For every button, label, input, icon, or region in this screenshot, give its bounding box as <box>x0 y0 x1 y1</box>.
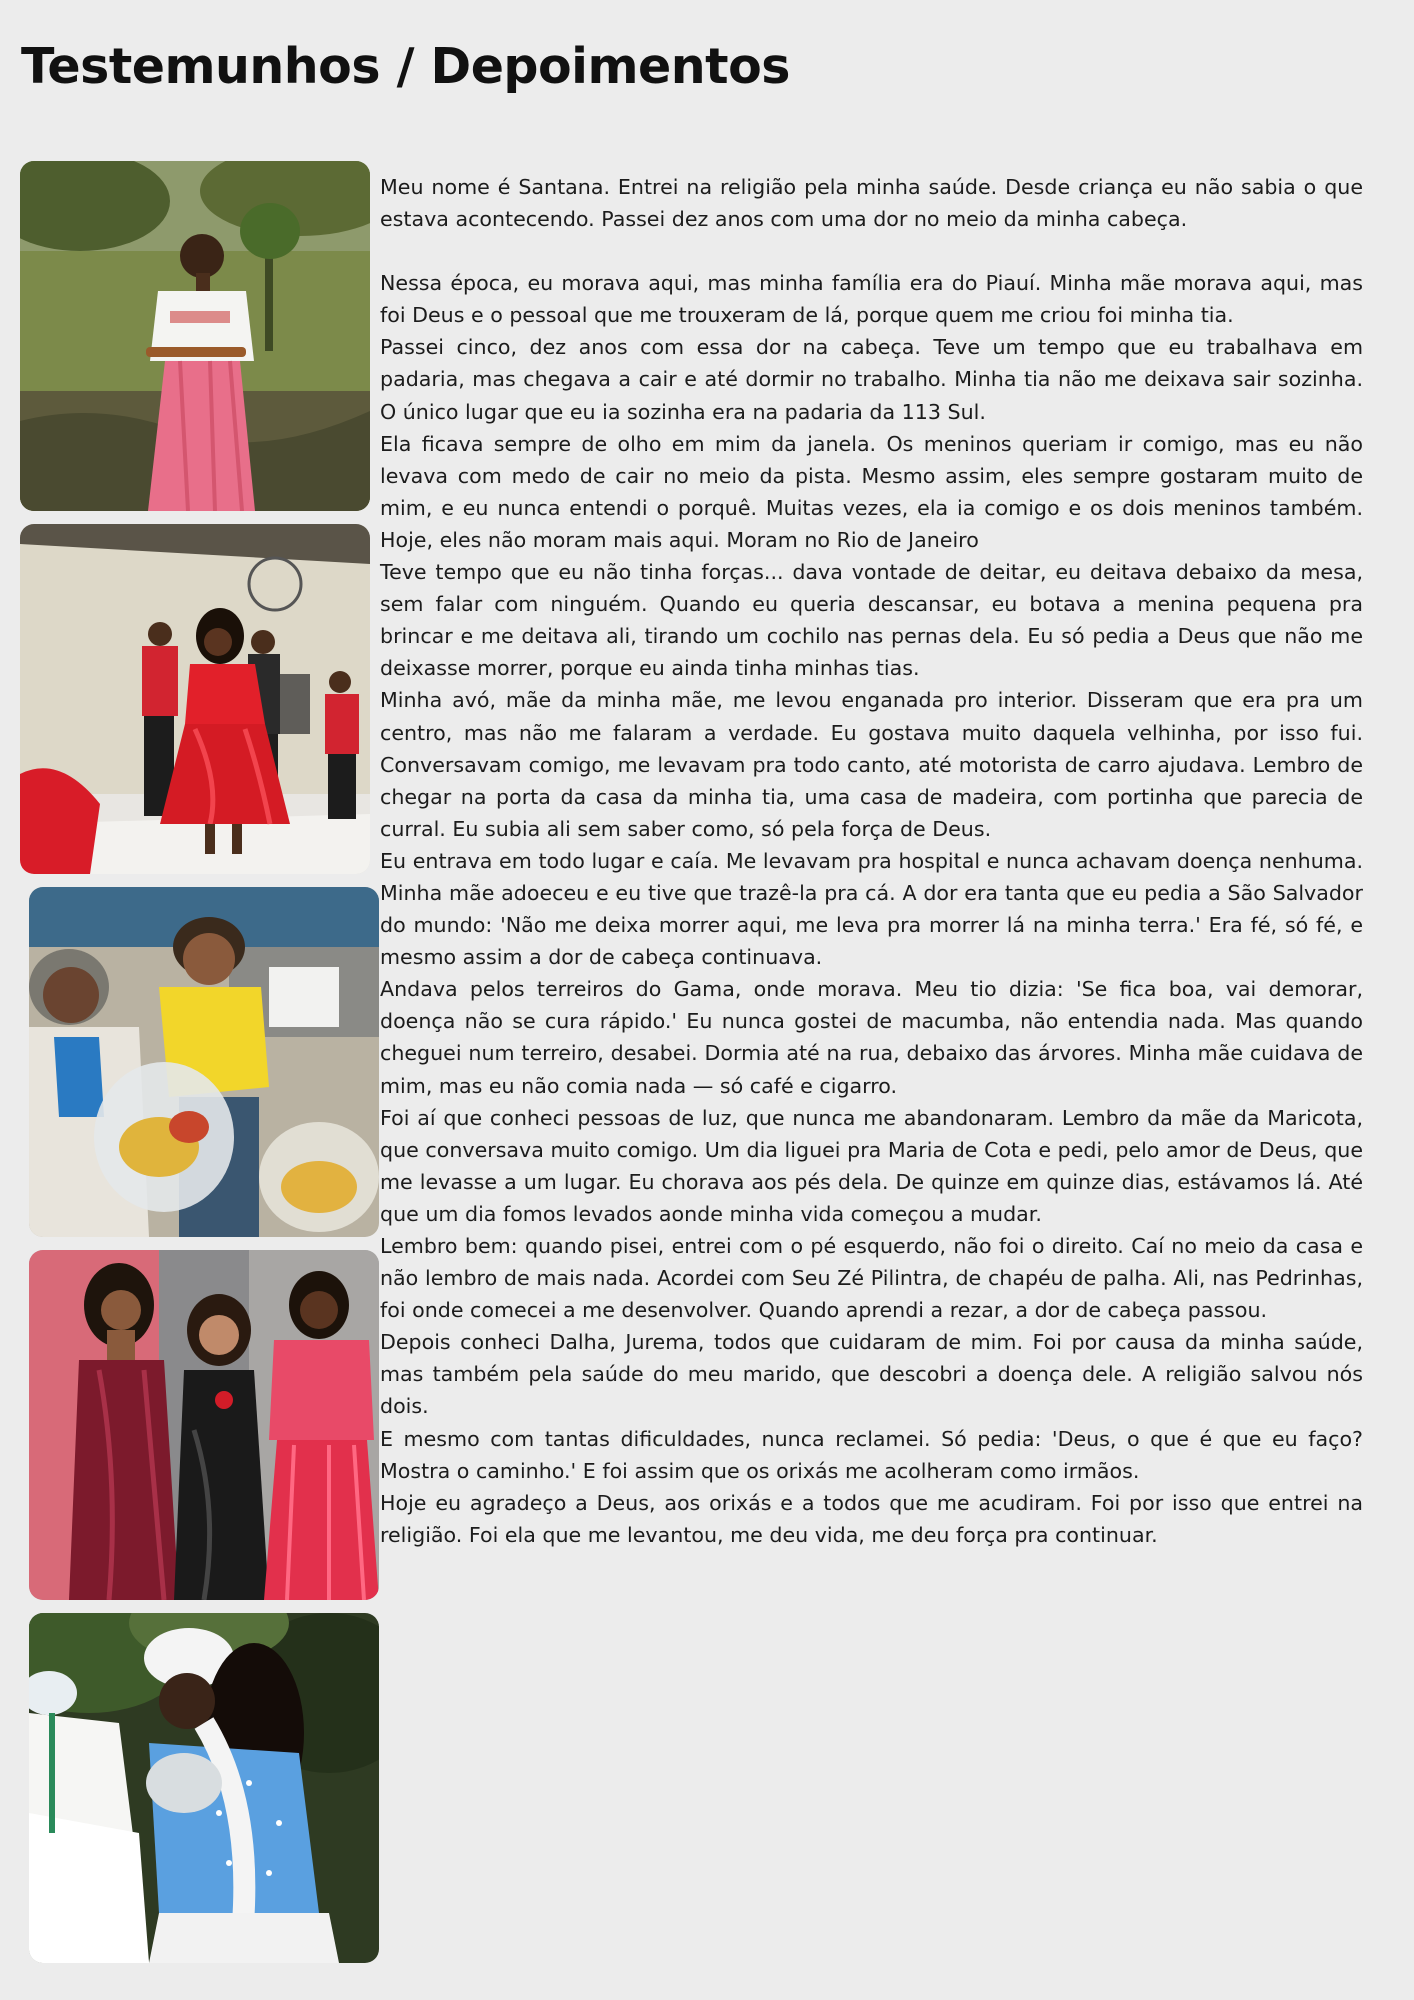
story-paragraph: Nessa época, eu morava aqui, mas minha família era do Piauí. Minha mãe morava aqui, mas foi Deus e o pessoal que me trouxeram de lá, porque quem me criou foi minha tia. <box>380 271 1363 328</box>
story-paragraph: Foi aí que conheci pessoas de luz, que nunca me abandonaram. Lembro da mãe da Maricota, que conversava muito comigo. Um dia liguei pra Maria de Cota e pedi, pelo amor de Deus, que me levasse a um lugar. Eu chorava aos pés dela. De quinze em quinze dias, estávamos lá. Até que um dia fomos levados aonde minha vida começou a mudar. <box>380 1105 1363 1226</box>
testimonial-text <box>380 171 1363 1551</box>
photo-women-white-headwraps-outdoors <box>29 1613 379 1963</box>
story-paragraph: Ela ficava sempre de olho em mim da janela. Os meninos queriam ir comigo, mas eu não levava com medo de cair no meio da pista. Mesmo assim, eles sempre gostaram muito de mim, e eu nunca entendi o porquê. Muitas vezes, ela ia comigo e os dois meninos também. Hoje, eles não moram mais aqui. Moram no Rio de Janeiro <box>380 431 1363 552</box>
photo-woman-red-dress-ceremony-hall <box>20 524 370 874</box>
story-paragraph: Teve tempo que eu não tinha forças... dava vontade de deitar, eu deitava debaixo da mesa, sem falar com ninguém. Quando eu queria descansar, eu botava a menina pequena pra brincar e me deitava ali, tirando um cochilo nas pernas dela. Eu só pedia a Deus que não me deixasse morrer, porque eu ainda tinha minhas tias. <box>380 560 1363 681</box>
page-title: Testemunhos / Depoimentos <box>21 38 790 95</box>
story-paragraph: Andava pelos terreiros do Gama, onde morava. Meu tio dizia: 'Se fica boa, vai demorar, doença não se cura rápido.' Eu nunca gostei de macumba, não entendia nada. Mas quando cheguei num terreiro, desabei. Dormia até na rua, debaixo das árvores. Minha mãe cuidava de mim, mas eu não comia nada — só café e cigarro. <box>380 977 1363 1098</box>
photo-two-women-food-bags <box>29 887 379 1237</box>
story-paragraph: Minha avó, mãe da minha mãe, me levou enganada pro interior. Disseram que era pra um centro, mas não me falaram a verdade. Eu gostava muito daquela velhinha, por isso fui. Conversavam comigo, me levavam pra todo canto, até motorista de carro ajudava. Lembro de chegar na porta da casa da minha tia, uma casa de madeira, com portinha que parecia de curral. Eu subia ali sem saber como, só pela força de Deus. <box>380 688 1363 841</box>
photo-three-women-festive-dresses <box>29 1250 379 1600</box>
story-paragraph: Meu nome é Santana. Entrei na religião pela minha saúde. Desde criança eu não sabia o que estava acontecendo. Passei dez anos com uma dor no meio da minha cabeça. <box>380 175 1363 232</box>
story-paragraph: Eu entrava em todo lugar e caía. Me levavam pra hospital e nunca achavam doença nenhuma. Minha mãe adoeceu e eu tive que trazê-la pra cá. A dor era tanta que eu pedia a São Salvador do mundo: 'Não me deixa morrer aqui, me leva pra morrer lá na minha terra.' Era fé, só fé, e mesmo assim a dor de cabeça continuava. <box>380 848 1363 970</box>
story-paragraph: Hoje eu agradeço a Deus, aos orixás e a todos que me acudiram. Foi por isso que entrei na religião. Foi ela que me levantou, me deu vida, me deu força pra continuar. <box>380 1490 1363 1547</box>
photo-woman-white-shirt-pink-skirt-garden <box>20 161 370 511</box>
story-paragraph: Passei cinco, dez anos com essa dor na cabeça. Teve um tempo que eu trabalhava em padaria, mas chegava a cair e até dormir no trabalho. Minha tia não me deixava sair sozinha. O único lugar que eu ia sozinha era na padaria da 113 Sul. <box>380 335 1363 424</box>
story-paragraph: Depois conheci Dalha, Jurema, todos que cuidaram de mim. Foi por causa da minha saúde, mas também pela saúde do meu marido, que descobri a doença dele. A religião salvou nós dois. <box>380 1330 1363 1419</box>
story-paragraph: E mesmo com tantas dificuldades, nunca reclamei. Só pedia: 'Deus, o que é que eu faço? Mostra o caminho.' E foi assim que os orixás me acolheram como irmãos. <box>380 1426 1363 1483</box>
story-paragraph: Lembro bem: quando pisei, entrei com o pé esquerdo, não foi o direito. Caí no meio da casa e não lembro de mais nada. Acordei com Seu Zé Pilintra, de chapéu de palha. Ali, nas Pedrinhas, foi onde comecei a me desenvolver. Quando aprendi a rezar, a dor de cabeça passou. <box>380 1234 1363 1323</box>
